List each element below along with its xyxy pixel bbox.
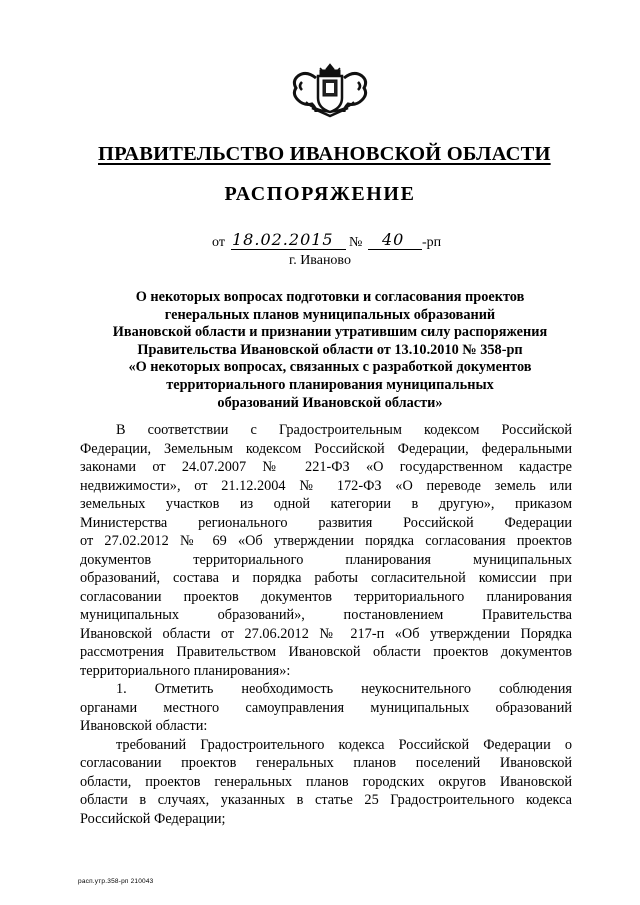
body-line: от 27.02.2012 № 69 «Об утверждении порядка согласования проектов: [80, 533, 572, 549]
body-line: документов территориального планирования муниципальных: [80, 551, 572, 568]
body-line: земельных участков из одной категории в другую», приказом: [80, 496, 572, 512]
body-line: Российской Федерации;: [80, 810, 226, 827]
document-body: [80, 421, 572, 828]
body-line: согласовании проектов документов территориального планирования: [80, 588, 572, 605]
body-line: законами от 24.07.2007 № 221-ФЗ «О государственном кадастре: [80, 459, 572, 475]
city-name: г. Иваново: [289, 253, 351, 268]
government-title: ПРАВИТЕЛЬСТВО ИВАНОВСКОЙ ОБЛАСТИ: [98, 143, 551, 165]
body-line: области, проектов генеральных планов городских округов Ивановской: [80, 773, 572, 790]
body-line: рассмотрения Правительством Ивановской области проектов документов: [80, 644, 572, 660]
heading-line: генеральных планов муниципальных образований: [164, 306, 496, 323]
date-prefix: от: [212, 235, 225, 250]
footer-code: расп.утр.358-рп 210043: [78, 878, 154, 885]
body-line: органами местного самоуправления муниципальных образований: [80, 699, 572, 716]
body-line: 1. Отметить необходимость неукоснительного соблюдения: [116, 681, 572, 697]
body-line: Ивановской области от 27.06.2012 № 217-п «Об утверждении Порядка: [80, 625, 572, 642]
heading-line: «О некоторых вопросах, связанных с разработкой документов: [128, 359, 532, 376]
number-suffix: -рп: [422, 235, 442, 250]
heading-line: Правительства Ивановской области от 13.10.2010 № 358-рп: [137, 341, 523, 358]
document-heading: [80, 289, 580, 412]
heading-line: О некоторых вопросах подготовки и согласования проектов: [135, 289, 525, 305]
number-sign: №: [349, 235, 363, 250]
handwritten-number: 40: [382, 230, 405, 249]
body-line: согласовании проектов генеральных планов поселений Ивановской: [80, 755, 572, 771]
number-underline: [368, 249, 422, 250]
date-underline: [231, 249, 346, 250]
body-line: области в случаях, указанных в статье 25 Градостроительного кодекса: [80, 792, 572, 808]
body-line: образований, состава и порядка работы согласительной комиссии при: [80, 570, 572, 586]
body-line: В соответствии с Градостроительным кодексом Российской: [116, 422, 572, 438]
body-line: недвижимости», от 21.12.2004 № 172-ФЗ «О переводе земель или: [80, 477, 572, 494]
heading-line: образований Ивановской области»: [217, 394, 443, 411]
handwritten-date: 18.02.2015: [232, 230, 334, 249]
body-line: требований Градостроительного кодекса Российской Федерации о: [116, 736, 572, 753]
body-line: Федерации, Земельным кодексом Российской Федерации, федеральными: [80, 440, 572, 457]
coat-of-arms-emblem: [290, 62, 370, 120]
body-line: Министерства регионального развития Российской Федерации: [80, 514, 572, 531]
heading-line: Ивановской области и признании утратившим силу распоряжения: [112, 324, 548, 341]
body-line: территориального планирования»:: [80, 662, 291, 679]
document-type: РАСПОРЯЖЕНИЕ: [224, 183, 416, 205]
body-line: Ивановской области:: [80, 718, 208, 734]
body-line: муниципальных образований», постановлением Правительства: [80, 607, 572, 623]
heading-line: территориального планирования муниципальных: [166, 376, 494, 393]
